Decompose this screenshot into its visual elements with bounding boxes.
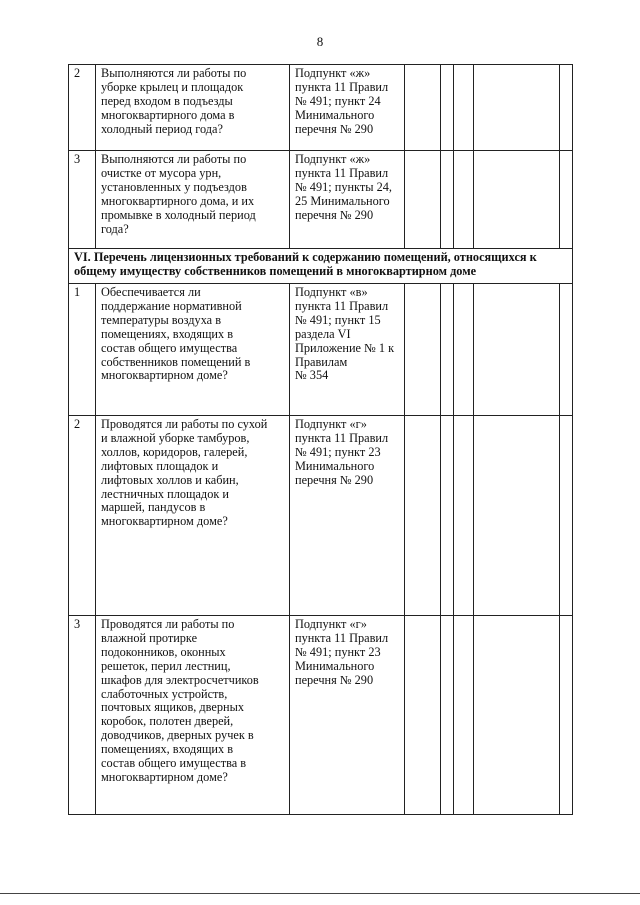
answer-cell-na <box>454 284 474 416</box>
checklist-table <box>68 64 573 815</box>
table-row <box>69 616 573 815</box>
row-number: 1 <box>69 284 96 416</box>
answer-cell-no <box>441 284 454 416</box>
answer-cell-yes <box>405 284 441 416</box>
question-cell: Обеспечивается ли поддержание нормативной температуры воздуха в помещениях, входящих в состав общего имущества собственников помещений в многоквартирном доме? <box>96 284 290 416</box>
extra-cell <box>560 151 573 249</box>
table-row <box>69 65 573 151</box>
question-cell: Проводятся ли работы по влажной протирке подоконников, оконных решеток, перил лестниц, шкафов для электросчетчиков слаботочных устройств, почтовых ящиков, дверных коробок, полотен дверей, доводчиков, дверных ручек в помещениях, входящих в состав общего имущества в многоквартирном доме? <box>96 616 290 815</box>
table-row <box>69 151 573 249</box>
legal-basis-cell: Подпункт «г» пункта 11 Правил № 491; пункт 23 Минимального перечня № 290 <box>290 416 405 616</box>
extra-cell <box>560 616 573 815</box>
row-number: 2 <box>69 65 96 151</box>
note-cell <box>474 151 560 249</box>
note-cell <box>474 616 560 815</box>
legal-basis-cell: Подпункт «ж» пункта 11 Правил № 491; пункты 24, 25 Минимального перечня № 290 <box>290 151 405 249</box>
page-bottom-rule <box>0 893 640 894</box>
answer-cell-na <box>454 151 474 249</box>
row-number: 3 <box>69 616 96 815</box>
legal-basis-cell: Подпункт «ж» пункта 11 Правил № 491; пункт 24 Минимального перечня № 290 <box>290 65 405 151</box>
table-row <box>69 284 573 416</box>
section-title: VI. Перечень лицензионных требований к содержанию помещений, относящихся к общему имуществу собственников помещений в многоквартирном доме <box>69 249 573 284</box>
extra-cell <box>560 416 573 616</box>
answer-cell-yes <box>405 151 441 249</box>
answer-cell-na <box>454 416 474 616</box>
page-number: 8 <box>316 34 324 49</box>
table-row <box>69 416 573 616</box>
answer-cell-na <box>454 616 474 815</box>
answer-cell-no <box>441 65 454 151</box>
answer-cell-no <box>441 151 454 249</box>
answer-cell-na <box>454 65 474 151</box>
row-number: 2 <box>69 416 96 616</box>
answer-cell-no <box>441 416 454 616</box>
legal-basis-cell: Подпункт «г» пункта 11 Правил № 491; пункт 23 Минимального перечня № 290 <box>290 616 405 815</box>
answer-cell-yes <box>405 416 441 616</box>
extra-cell <box>560 284 573 416</box>
row-number: 3 <box>69 151 96 249</box>
answer-cell-no <box>441 616 454 815</box>
question-cell: Проводятся ли работы по сухой и влажной уборке тамбуров, холлов, коридоров, галерей, лифтовых площадок и лифтовых холлов и кабин, лестничных площадок и маршей, пандусов в многоквартирном доме? <box>96 416 290 616</box>
answer-cell-yes <box>405 65 441 151</box>
legal-basis-cell: Подпункт «в» пункта 11 Правил № 491; пункт 15 раздела VI Приложение № 1 к Правилам № 354 <box>290 284 405 416</box>
extra-cell <box>560 65 573 151</box>
section-header-row <box>69 249 573 284</box>
question-cell: Выполняются ли работы по уборке крылец и площадок перед входом в подъезды многоквартирного дома в холодный период года? <box>96 65 290 151</box>
answer-cell-yes <box>405 616 441 815</box>
note-cell <box>474 416 560 616</box>
question-cell: Выполняются ли работы по очистке от мусора урн, установленных у подъездов многоквартирного дома, и их промывке в холодный период года? <box>96 151 290 249</box>
note-cell <box>474 284 560 416</box>
note-cell <box>474 65 560 151</box>
